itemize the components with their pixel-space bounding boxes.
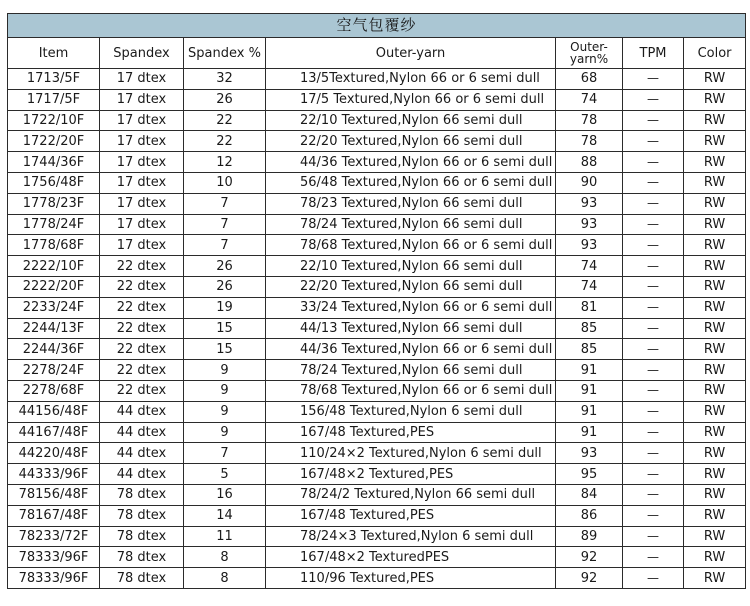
spandex-cell: 22 dtex (100, 318, 184, 339)
spandex-cell: 44 dtex (100, 464, 184, 485)
spandex-cell: 44 dtex (100, 401, 184, 422)
spandex-pct-cell: 9 (184, 360, 266, 381)
spandex-pct-cell: 12 (184, 152, 266, 173)
item-cell: 1722/10F (8, 110, 100, 131)
tpm-cell: — (623, 568, 684, 589)
tpm-cell: — (623, 318, 684, 339)
spandex-cell: 78 dtex (100, 505, 184, 526)
outer-yarn-pct-cell: 91 (556, 401, 623, 422)
outer-yarn-cell: 78/23 Textured,Nylon 66 semi dull (266, 193, 556, 214)
color-cell: RW (684, 214, 746, 235)
tpm-cell: — (623, 172, 684, 193)
table-row (8, 297, 746, 318)
color-cell: RW (684, 276, 746, 297)
outer-yarn-cell: 13/5Textured,Nylon 66 or 6 semi dull (266, 69, 556, 90)
spandex-pct-cell: 15 (184, 339, 266, 360)
outer-yarn-pct-cell: 74 (556, 256, 623, 277)
item-cell: 78156/48F (8, 484, 100, 505)
item-cell: 1713/5F (8, 69, 100, 90)
item-cell: 1744/36F (8, 152, 100, 173)
tpm-cell: — (623, 89, 684, 110)
spandex-cell: 44 dtex (100, 422, 184, 443)
color-cell: RW (684, 152, 746, 173)
item-cell: 44220/48F (8, 443, 100, 464)
outer-yarn-pct-cell: 93 (556, 235, 623, 256)
item-cell: 44333/96F (8, 464, 100, 485)
spec-sheet (7, 13, 745, 589)
spandex-pct-cell: 32 (184, 69, 266, 90)
item-cell: 1778/68F (8, 235, 100, 256)
table-row (8, 152, 746, 173)
color-cell: RW (684, 193, 746, 214)
tpm-cell: — (623, 193, 684, 214)
outer-yarn-pct-cell: 78 (556, 131, 623, 152)
tpm-cell: — (623, 256, 684, 277)
table-row (8, 443, 746, 464)
tpm-cell: — (623, 297, 684, 318)
color-cell: RW (684, 484, 746, 505)
spandex-cell: 17 dtex (100, 235, 184, 256)
tpm-cell: — (623, 464, 684, 485)
color-cell: RW (684, 318, 746, 339)
tpm-cell: — (623, 484, 684, 505)
outer-yarn-pct-cell: 85 (556, 318, 623, 339)
color-cell: RW (684, 443, 746, 464)
outer-yarn-cell: 167/48 Textured,PES (266, 422, 556, 443)
color-cell: RW (684, 464, 746, 485)
table-row (8, 214, 746, 235)
table-row (8, 235, 746, 256)
spandex-cell: 78 dtex (100, 526, 184, 547)
table-row (8, 110, 746, 131)
header-outer-yarn-pct-line2: yarn% (569, 52, 609, 66)
outer-yarn-cell: 17/5 Textured,Nylon 66 or 6 semi dull (266, 89, 556, 110)
item-cell: 2278/68F (8, 380, 100, 401)
table-row (8, 380, 746, 401)
outer-yarn-pct-cell: 91 (556, 422, 623, 443)
outer-yarn-cell: 78/24 Textured,Nylon 66 semi dull (266, 360, 556, 381)
color-cell: RW (684, 526, 746, 547)
spandex-cell: 17 dtex (100, 110, 184, 131)
color-cell: RW (684, 360, 746, 381)
item-cell: 78333/96F (8, 568, 100, 589)
item-cell: 44156/48F (8, 401, 100, 422)
color-cell: RW (684, 505, 746, 526)
outer-yarn-cell: 44/13 Textured,Nylon 66 semi dull (266, 318, 556, 339)
spandex-pct-cell: 11 (184, 526, 266, 547)
outer-yarn-pct-cell: 90 (556, 172, 623, 193)
outer-yarn-cell: 56/48 Textured,Nylon 66 or 6 semi dull (266, 172, 556, 193)
spandex-cell: 17 dtex (100, 172, 184, 193)
color-cell: RW (684, 568, 746, 589)
table-row (8, 193, 746, 214)
spandex-cell: 17 dtex (100, 89, 184, 110)
outer-yarn-cell: 167/48×2 TexturedPES (266, 547, 556, 568)
spandex-cell: 22 dtex (100, 339, 184, 360)
table-row (8, 526, 746, 547)
tpm-cell: — (623, 214, 684, 235)
outer-yarn-pct-cell: 85 (556, 339, 623, 360)
color-cell: RW (684, 89, 746, 110)
item-cell: 2244/13F (8, 318, 100, 339)
spandex-pct-cell: 26 (184, 89, 266, 110)
spandex-cell: 78 dtex (100, 547, 184, 568)
spandex-cell: 44 dtex (100, 443, 184, 464)
item-cell: 44167/48F (8, 422, 100, 443)
spandex-cell: 17 dtex (100, 214, 184, 235)
outer-yarn-cell: 110/96 Textured,PES (266, 568, 556, 589)
tpm-cell: — (623, 152, 684, 173)
tpm-cell: — (623, 401, 684, 422)
item-cell: 2244/36F (8, 339, 100, 360)
table-row (8, 339, 746, 360)
outer-yarn-cell: 33/24 Textured,Nylon 66 or 6 semi dull (266, 297, 556, 318)
spandex-cell: 17 dtex (100, 69, 184, 90)
spandex-cell: 17 dtex (100, 193, 184, 214)
item-cell: 1778/24F (8, 214, 100, 235)
header-row (8, 38, 746, 69)
item-cell: 1717/5F (8, 89, 100, 110)
table-row (8, 484, 746, 505)
table-row (8, 69, 746, 90)
header-spandex-pct: Spandex % (184, 38, 266, 69)
tpm-cell: — (623, 380, 684, 401)
table-row (8, 131, 746, 152)
spandex-cell: 17 dtex (100, 152, 184, 173)
outer-yarn-pct-cell: 95 (556, 464, 623, 485)
spandex-pct-cell: 7 (184, 443, 266, 464)
outer-yarn-pct-cell: 91 (556, 360, 623, 381)
spandex-cell: 22 dtex (100, 360, 184, 381)
color-cell: RW (684, 380, 746, 401)
outer-yarn-pct-cell: 74 (556, 89, 623, 110)
header-outer-yarn-pct-line1: Outer- (570, 40, 608, 54)
outer-yarn-pct-cell: 68 (556, 69, 623, 90)
item-cell: 78333/96F (8, 547, 100, 568)
table-row (8, 360, 746, 381)
table-row (8, 568, 746, 589)
color-cell: RW (684, 235, 746, 256)
outer-yarn-pct-cell: 92 (556, 547, 623, 568)
outer-yarn-cell: 78/24×3 Textured,Nylon 6 semi dull (266, 526, 556, 547)
spandex-pct-cell: 9 (184, 401, 266, 422)
color-cell: RW (684, 172, 746, 193)
tpm-cell: — (623, 69, 684, 90)
title-row (8, 14, 746, 38)
outer-yarn-cell: 22/10 Textured,Nylon 66 semi dull (266, 110, 556, 131)
color-cell: RW (684, 110, 746, 131)
table-title: 空气包覆纱 (8, 14, 746, 38)
table-row (8, 505, 746, 526)
tpm-cell: — (623, 422, 684, 443)
spandex-cell: 17 dtex (100, 131, 184, 152)
table-row (8, 276, 746, 297)
outer-yarn-cell: 110/24×2 Textured,Nylon 6 semi dull (266, 443, 556, 464)
spandex-cell: 78 dtex (100, 568, 184, 589)
outer-yarn-pct-cell: 78 (556, 110, 623, 131)
table-body (8, 69, 746, 589)
outer-yarn-pct-cell: 92 (556, 568, 623, 589)
tpm-cell: — (623, 526, 684, 547)
spandex-pct-cell: 7 (184, 193, 266, 214)
outer-yarn-pct-cell: 89 (556, 526, 623, 547)
color-cell: RW (684, 256, 746, 277)
color-cell: RW (684, 422, 746, 443)
color-cell: RW (684, 297, 746, 318)
outer-yarn-cell: 78/68 Textured,Nylon 66 or 6 semi dull (266, 380, 556, 401)
spandex-pct-cell: 14 (184, 505, 266, 526)
tpm-cell: — (623, 235, 684, 256)
outer-yarn-pct-cell: 81 (556, 297, 623, 318)
outer-yarn-cell: 44/36 Textured,Nylon 66 or 6 semi dull (266, 152, 556, 173)
spandex-pct-cell: 26 (184, 276, 266, 297)
outer-yarn-cell: 44/36 Textured,Nylon 66 or 6 semi dull (266, 339, 556, 360)
outer-yarn-pct-cell: 88 (556, 152, 623, 173)
outer-yarn-pct-cell: 86 (556, 505, 623, 526)
item-cell: 1722/20F (8, 131, 100, 152)
table-row (8, 89, 746, 110)
outer-yarn-pct-cell: 91 (556, 380, 623, 401)
outer-yarn-cell: 167/48 Textured,PES (266, 505, 556, 526)
color-cell: RW (684, 401, 746, 422)
color-cell: RW (684, 69, 746, 90)
table-row (8, 547, 746, 568)
spandex-cell: 22 dtex (100, 276, 184, 297)
spandex-pct-cell: 10 (184, 172, 266, 193)
table-row (8, 256, 746, 277)
outer-yarn-cell: 78/68 Textured,Nylon 66 or 6 semi dull (266, 235, 556, 256)
header-spandex: Spandex (100, 38, 184, 69)
outer-yarn-cell: 22/20 Textured,Nylon 66 semi dull (266, 131, 556, 152)
header-outer-yarn-pct (556, 38, 623, 69)
header-item: Item (8, 38, 100, 69)
spandex-cell: 22 dtex (100, 297, 184, 318)
header-color: Color (684, 38, 746, 69)
tpm-cell: — (623, 110, 684, 131)
spandex-pct-cell: 15 (184, 318, 266, 339)
table-row (8, 401, 746, 422)
spandex-pct-cell: 8 (184, 568, 266, 589)
outer-yarn-pct-cell: 93 (556, 443, 623, 464)
tpm-cell: — (623, 360, 684, 381)
spandex-pct-cell: 9 (184, 422, 266, 443)
spandex-pct-cell: 5 (184, 464, 266, 485)
spandex-cell: 78 dtex (100, 484, 184, 505)
tpm-cell: — (623, 443, 684, 464)
outer-yarn-pct-cell: 74 (556, 276, 623, 297)
item-cell: 2278/24F (8, 360, 100, 381)
spandex-pct-cell: 22 (184, 110, 266, 131)
outer-yarn-cell: 78/24 Textured,Nylon 66 semi dull (266, 214, 556, 235)
spandex-pct-cell: 7 (184, 214, 266, 235)
outer-yarn-cell: 167/48×2 Textured,PES (266, 464, 556, 485)
color-cell: RW (684, 131, 746, 152)
spandex-pct-cell: 16 (184, 484, 266, 505)
table-row (8, 422, 746, 443)
table-row (8, 172, 746, 193)
tpm-cell: — (623, 276, 684, 297)
spandex-pct-cell: 26 (184, 256, 266, 277)
color-cell: RW (684, 547, 746, 568)
spandex-cell: 22 dtex (100, 256, 184, 277)
spandex-pct-cell: 8 (184, 547, 266, 568)
item-cell: 78167/48F (8, 505, 100, 526)
item-cell: 78233/72F (8, 526, 100, 547)
outer-yarn-cell: 156/48 Textured,Nylon 6 semi dull (266, 401, 556, 422)
item-cell: 1778/23F (8, 193, 100, 214)
spandex-cell: 22 dtex (100, 380, 184, 401)
outer-yarn-pct-cell: 84 (556, 484, 623, 505)
spandex-pct-cell: 19 (184, 297, 266, 318)
yarn-spec-table (7, 13, 746, 589)
tpm-cell: — (623, 505, 684, 526)
spandex-pct-cell: 9 (184, 380, 266, 401)
tpm-cell: — (623, 339, 684, 360)
tpm-cell: — (623, 547, 684, 568)
header-outer-yarn: Outer-yarn (266, 38, 556, 69)
outer-yarn-cell: 22/20 Textured,Nylon 66 semi dull (266, 276, 556, 297)
item-cell: 2233/24F (8, 297, 100, 318)
outer-yarn-pct-cell: 93 (556, 214, 623, 235)
table-row (8, 464, 746, 485)
item-cell: 2222/10F (8, 256, 100, 277)
color-cell: RW (684, 339, 746, 360)
spandex-pct-cell: 22 (184, 131, 266, 152)
outer-yarn-cell: 22/10 Textured,Nylon 66 semi dull (266, 256, 556, 277)
table-row (8, 318, 746, 339)
item-cell: 2222/20F (8, 276, 100, 297)
item-cell: 1756/48F (8, 172, 100, 193)
outer-yarn-pct-cell: 93 (556, 193, 623, 214)
header-tpm: TPM (623, 38, 684, 69)
spandex-pct-cell: 7 (184, 235, 266, 256)
tpm-cell: — (623, 131, 684, 152)
outer-yarn-cell: 78/24/2 Textured,Nylon 66 semi dull (266, 484, 556, 505)
